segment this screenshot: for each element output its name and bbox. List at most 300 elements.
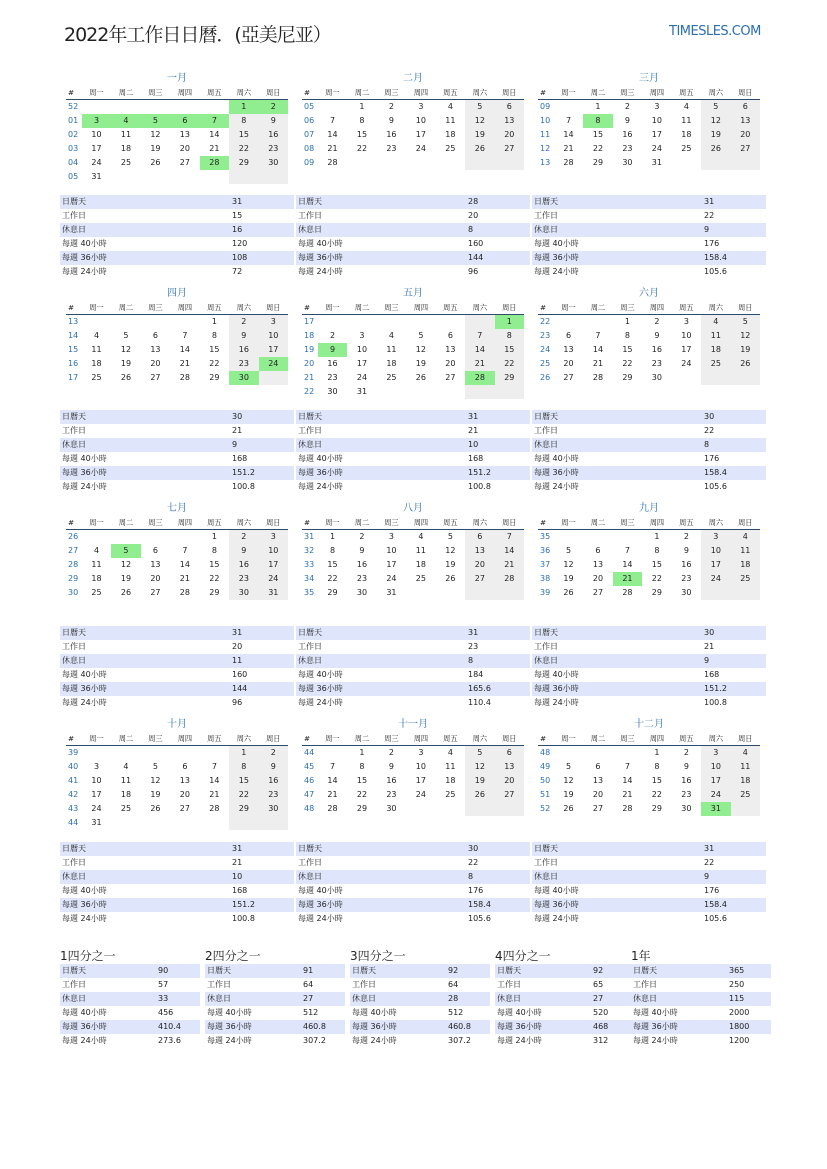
day-cell: 8: [229, 760, 258, 774]
stat-value: 15: [232, 211, 243, 220]
stat-row: [532, 696, 766, 710]
stat-row: [631, 964, 771, 978]
week-row: [66, 572, 288, 586]
day-cell: 30: [356, 588, 368, 597]
holiday-day-cell: 6: [170, 114, 199, 128]
week-row: [538, 586, 760, 600]
day-cell: 9: [683, 762, 689, 771]
week-number: 20: [304, 359, 315, 368]
stat-label: 休息日: [298, 225, 322, 234]
stat-row: [205, 992, 345, 1006]
day-cell: 11: [445, 762, 456, 771]
day-cell: 16: [622, 130, 633, 139]
day-cell: 28: [179, 373, 190, 382]
month-4: [62, 287, 292, 385]
stat-value: 115: [729, 994, 745, 1003]
week-number: 10: [540, 116, 551, 125]
day-cell: 21: [209, 144, 220, 153]
stat-label: 日曆天: [534, 628, 558, 637]
day-cell: 29: [495, 371, 524, 385]
stat-row: [532, 626, 766, 640]
week-number: 38: [540, 574, 551, 583]
day-cell: 9: [229, 544, 258, 558]
day-cell: 2: [229, 315, 258, 329]
stat-label: 休息日: [633, 994, 657, 1003]
day-cell: [731, 586, 760, 600]
weekday-header: 周二: [590, 518, 606, 527]
day-cell: 7: [565, 116, 572, 125]
day-cell: 19: [120, 359, 132, 368]
day-cell: 27: [150, 373, 161, 382]
weekday-header: 周三: [148, 518, 163, 527]
day-cell: 30: [259, 156, 288, 170]
day-cell: 16: [681, 776, 692, 785]
day-cell: 10: [356, 345, 368, 354]
stat-row: [60, 898, 294, 912]
week-number: 01: [68, 116, 79, 125]
week-number: 15: [68, 345, 79, 354]
day-cell: 14: [465, 343, 494, 357]
day-cell: 10: [91, 776, 102, 785]
day-cell: 14: [209, 776, 220, 785]
stat-row: [60, 1020, 200, 1034]
day-cell: 10: [259, 544, 288, 558]
stat-value: 2000: [729, 1008, 750, 1017]
stat-row: [350, 964, 490, 978]
stat-row: [350, 1020, 490, 1034]
day-cell: 31: [91, 818, 102, 827]
stat-label: 每週 36小時: [62, 900, 107, 909]
day-cell: 4: [447, 748, 453, 757]
stat-row: [60, 223, 294, 237]
day-cell: 2: [229, 530, 258, 544]
day-cell: 7: [211, 762, 217, 771]
stat-label: 每週 40小時: [298, 239, 343, 248]
stat-row: [495, 1020, 635, 1034]
stat-label: 每週 24小時: [298, 914, 343, 923]
stat-row: [60, 978, 200, 992]
holiday-day-cell: 1: [495, 315, 524, 329]
day-cell: [170, 100, 199, 114]
stat-value: 105.6: [468, 914, 491, 923]
stat-label: 工作日: [62, 980, 86, 989]
stat-value: 273.6: [158, 1036, 181, 1045]
week-row: [302, 558, 524, 572]
day-cell: 1: [329, 532, 336, 541]
stat-value: 160: [232, 670, 248, 679]
month-name: 九月: [639, 503, 659, 514]
day-cell: 14: [209, 130, 220, 139]
day-cell: [436, 385, 465, 399]
stat-row: [631, 1034, 771, 1048]
week-number: 48: [304, 804, 315, 813]
day-cell: 2: [683, 748, 689, 757]
day-cell: 20: [563, 359, 574, 368]
stat-value: 307.2: [448, 1036, 471, 1045]
stat-label: 日曆天: [62, 966, 86, 975]
weekday-header: 周五: [679, 518, 694, 527]
stat-value: 22: [704, 858, 715, 867]
day-cell: 5: [701, 100, 730, 114]
day-cell: 13: [563, 345, 574, 354]
day-cell: 15: [327, 560, 338, 569]
day-cell: 7: [329, 116, 336, 125]
stat-value: 8: [468, 656, 474, 665]
day-cell: 19: [465, 128, 494, 142]
day-cell: 4: [388, 331, 394, 340]
weekday-header: 周四: [413, 518, 429, 527]
day-cell: 4: [731, 530, 760, 544]
stat-label: 休息日: [534, 656, 558, 665]
day-cell: 24: [91, 158, 102, 167]
month-grid: [538, 732, 760, 816]
day-cell: 11: [731, 760, 760, 774]
stat-label: 日曆天: [62, 844, 86, 853]
day-cell: 4: [683, 102, 689, 111]
stat-value: 468: [593, 1022, 609, 1031]
week-number: 45: [304, 762, 315, 771]
stat-value: 96: [232, 698, 243, 707]
stat-value: 158.4: [468, 900, 491, 909]
site-brand-link[interactable]: TIMESLES.COM: [669, 24, 761, 39]
day-cell: 30: [327, 387, 338, 396]
day-cell: 8: [624, 331, 630, 340]
day-cell: 23: [356, 574, 368, 583]
week-row: [538, 788, 760, 802]
day-cell: 10: [651, 116, 662, 125]
day-cell: 6: [447, 331, 453, 340]
weekday-header: 周日: [738, 518, 753, 527]
day-cell: 14: [179, 345, 190, 354]
weekday-header: 周四: [177, 734, 193, 743]
week-row: [302, 788, 524, 802]
holiday-day-cell: 31: [701, 802, 730, 816]
stat-value: 28: [468, 197, 479, 206]
stat-value: 168: [232, 454, 248, 463]
month-name: 八月: [403, 503, 423, 514]
stat-row: [296, 912, 530, 926]
stat-row: [296, 195, 530, 209]
weekday-header: #: [68, 518, 75, 527]
stat-label: 每週 36小時: [534, 900, 579, 909]
stat-row: [296, 466, 530, 480]
week-row: [302, 802, 524, 816]
week-row: [66, 100, 288, 114]
day-cell: 5: [123, 331, 129, 340]
stat-label: 每週 36小時: [298, 900, 343, 909]
stat-label: 工作日: [298, 858, 322, 867]
day-cell: 4: [418, 532, 424, 541]
weekday-header: 周五: [443, 734, 458, 743]
stat-value: 31: [704, 844, 715, 853]
day-cell: 26: [150, 804, 161, 813]
stat-row: [532, 410, 766, 424]
stat-value: 151.2: [232, 468, 255, 477]
month-stats: [532, 410, 766, 494]
stat-value: 20: [232, 642, 243, 651]
stat-row: [60, 654, 294, 668]
day-cell: 31: [651, 158, 662, 167]
stat-row: [296, 898, 530, 912]
day-cell: 21: [465, 357, 494, 371]
day-cell: [111, 315, 140, 329]
week-row: [66, 170, 288, 184]
stat-label: 休息日: [352, 994, 376, 1003]
month-grid: [302, 86, 524, 170]
day-cell: [701, 156, 730, 170]
stat-row: [495, 964, 635, 978]
day-cell: 11: [701, 329, 730, 343]
day-cell: 25: [731, 572, 760, 586]
day-cell: 25: [91, 588, 102, 597]
week-number: 04: [68, 158, 79, 167]
week-row: [302, 385, 524, 399]
day-cell: 4: [447, 102, 453, 111]
day-cell: [82, 315, 111, 329]
stat-row: [296, 626, 530, 640]
stat-value: 100.8: [232, 914, 255, 923]
stat-row: [495, 978, 635, 992]
day-cell: [731, 156, 760, 170]
day-cell: [259, 170, 288, 184]
day-cell: 28: [622, 804, 633, 813]
day-cell: 12: [563, 776, 574, 785]
stat-label: 每週 40小時: [497, 1008, 542, 1017]
day-cell: 18: [731, 558, 760, 572]
stat-row: [532, 884, 766, 898]
day-cell: [200, 100, 229, 114]
stat-label: 每週 40小時: [298, 886, 343, 895]
day-cell: 1: [359, 748, 365, 757]
weekday-header: 周一: [325, 734, 340, 743]
day-cell: 13: [150, 345, 161, 354]
stat-label: 工作日: [534, 426, 558, 435]
month-grid: [66, 301, 288, 385]
stat-row: [60, 870, 294, 884]
week-number: 26: [540, 373, 551, 382]
month-stats: [296, 195, 530, 279]
stat-value: 57: [158, 980, 169, 989]
month-grid: [538, 516, 760, 600]
week-row: [302, 572, 524, 586]
day-cell: 7: [329, 762, 336, 771]
weekday-header: 周日: [738, 303, 753, 312]
month-stats: [60, 410, 294, 494]
month-stats: [60, 842, 294, 926]
day-cell: 3: [259, 530, 288, 544]
stat-value: 30: [468, 844, 479, 853]
day-cell: 3: [701, 746, 730, 760]
day-cell: 11: [681, 116, 692, 125]
stat-row: [205, 964, 345, 978]
day-cell: 19: [563, 790, 574, 799]
day-cell: 13: [592, 560, 604, 569]
weekday-header: 周三: [384, 734, 399, 743]
day-cell: 13: [179, 130, 190, 139]
day-cell: 10: [681, 331, 692, 340]
weekday-header-row: [302, 86, 524, 100]
stat-value: 31: [704, 197, 715, 206]
stat-label: 每週 40小時: [62, 670, 107, 679]
weekday-header: 周六: [236, 518, 252, 527]
day-cell: 26: [563, 588, 574, 597]
week-row: [538, 343, 760, 357]
stat-value: 23: [468, 642, 479, 651]
day-cell: 30: [651, 373, 662, 382]
stat-row: [60, 1034, 200, 1048]
stat-row: [532, 640, 766, 654]
day-cell: 22: [327, 574, 338, 583]
week-number: 07: [304, 130, 315, 139]
stat-label: 休息日: [497, 994, 521, 1003]
stat-value: 92: [593, 966, 604, 975]
day-cell: 15: [229, 128, 258, 142]
stat-value: 105.6: [704, 914, 727, 923]
day-cell: 24: [91, 804, 102, 813]
day-cell: 23: [327, 373, 338, 382]
weekday-header: 周五: [207, 734, 222, 743]
day-cell: 20: [731, 128, 760, 142]
stat-label: 日曆天: [62, 628, 86, 637]
stat-row: [296, 654, 530, 668]
day-cell: 17: [681, 345, 692, 354]
stat-row: [532, 209, 766, 223]
week-number: 32: [304, 546, 315, 555]
stat-value: 64: [303, 980, 314, 989]
stat-value: 8: [468, 225, 474, 234]
weekday-header: 周五: [443, 88, 458, 97]
day-cell: 16: [327, 359, 338, 368]
day-cell: 26: [563, 804, 574, 813]
day-cell: 20: [179, 790, 190, 799]
stat-row: [60, 682, 294, 696]
day-cell: 7: [624, 762, 630, 771]
stat-value: 312: [593, 1036, 609, 1045]
stat-row: [205, 1006, 345, 1020]
day-cell: 19: [150, 790, 161, 799]
weekday-header-row: [538, 516, 760, 530]
weekday-header: 周二: [354, 88, 370, 97]
stat-label: 工作日: [62, 426, 86, 435]
month-name: 三月: [639, 73, 659, 84]
day-cell: 12: [120, 560, 132, 569]
stat-value: 160: [468, 239, 484, 248]
day-cell: 10: [415, 116, 426, 125]
weekday-header-row: [538, 301, 760, 315]
week-number: 28: [68, 560, 79, 569]
stat-row: [532, 668, 766, 682]
month-name: 一月: [167, 73, 187, 84]
weekday-header-row: [302, 516, 524, 530]
stat-row: [296, 410, 530, 424]
stat-label: 每週 24小時: [497, 1036, 542, 1045]
weekday-header-row: [66, 301, 288, 315]
stat-label: 每週 36小時: [62, 1022, 107, 1031]
day-cell: [229, 816, 258, 830]
day-cell: 5: [565, 762, 572, 771]
day-cell: 20: [592, 790, 604, 799]
day-cell: 28: [327, 158, 338, 167]
day-cell: [141, 170, 170, 184]
stat-label: 休息日: [298, 440, 322, 449]
week-row: [66, 544, 288, 558]
weekday-header: 周一: [325, 88, 340, 97]
weekday-header: 周三: [384, 88, 399, 97]
stat-value: 184: [468, 670, 484, 679]
stat-label: 休息日: [62, 872, 86, 881]
stat-value: 307.2: [303, 1036, 326, 1045]
stat-value: 410.4: [158, 1022, 181, 1031]
week-number: 13: [68, 317, 79, 326]
day-cell: 14: [622, 776, 633, 785]
month-stats: [296, 410, 530, 494]
day-cell: 18: [415, 560, 426, 569]
stat-label: 每週 36小時: [207, 1022, 252, 1031]
day-cell: 30: [229, 586, 258, 600]
month-name: 十一月: [398, 719, 428, 730]
weekday-header: 周四: [649, 518, 665, 527]
weekday-header: 周四: [413, 303, 429, 312]
month-name: 七月: [167, 503, 187, 514]
week-row: [302, 156, 524, 170]
weekday-header: 周六: [708, 303, 724, 312]
day-cell: 10: [259, 329, 288, 343]
week-number: 11: [540, 130, 551, 139]
day-cell: 10: [701, 760, 730, 774]
week-number: 25: [540, 359, 551, 368]
stat-row: [296, 438, 530, 452]
stat-label: 每週 40小時: [534, 886, 579, 895]
day-cell: 29: [209, 588, 220, 597]
stat-label: 每週 24小時: [352, 1036, 397, 1045]
weekday-header: #: [540, 734, 547, 743]
day-cell: 21: [622, 790, 633, 799]
stat-value: 10: [232, 872, 243, 881]
weekday-header: 周四: [413, 88, 429, 97]
day-cell: 19: [465, 774, 494, 788]
month-stats: [60, 195, 294, 279]
week-row: [66, 816, 288, 830]
stat-label: 每週 24小時: [62, 267, 107, 276]
day-cell: [406, 802, 435, 816]
quarter-title: 4四分之一: [495, 949, 551, 963]
stat-label: 休息日: [534, 225, 558, 234]
quarter-summary: [60, 948, 200, 1048]
stat-label: 日曆天: [534, 844, 558, 853]
day-cell: 17: [415, 776, 426, 785]
stat-label: 日曆天: [497, 966, 521, 975]
day-cell: 26: [150, 158, 161, 167]
stat-label: 工作日: [298, 642, 322, 651]
stat-value: 144: [232, 684, 248, 693]
day-cell: 3: [654, 102, 660, 111]
weekday-header: 周日: [738, 734, 753, 743]
stat-label: 日曆天: [534, 197, 558, 206]
stat-label: 工作日: [298, 426, 322, 435]
day-cell: 18: [701, 343, 730, 357]
day-cell: 8: [495, 329, 524, 343]
day-cell: 9: [359, 546, 365, 555]
day-cell: [613, 530, 642, 544]
holiday-day-cell: 21: [613, 572, 642, 586]
day-cell: 15: [495, 343, 524, 357]
weekday-header: 周日: [502, 518, 517, 527]
stat-value: 31: [468, 628, 479, 637]
stat-label: 休息日: [62, 656, 86, 665]
stat-value: 11: [232, 656, 243, 665]
day-cell: 6: [495, 746, 524, 760]
day-cell: 25: [415, 574, 426, 583]
